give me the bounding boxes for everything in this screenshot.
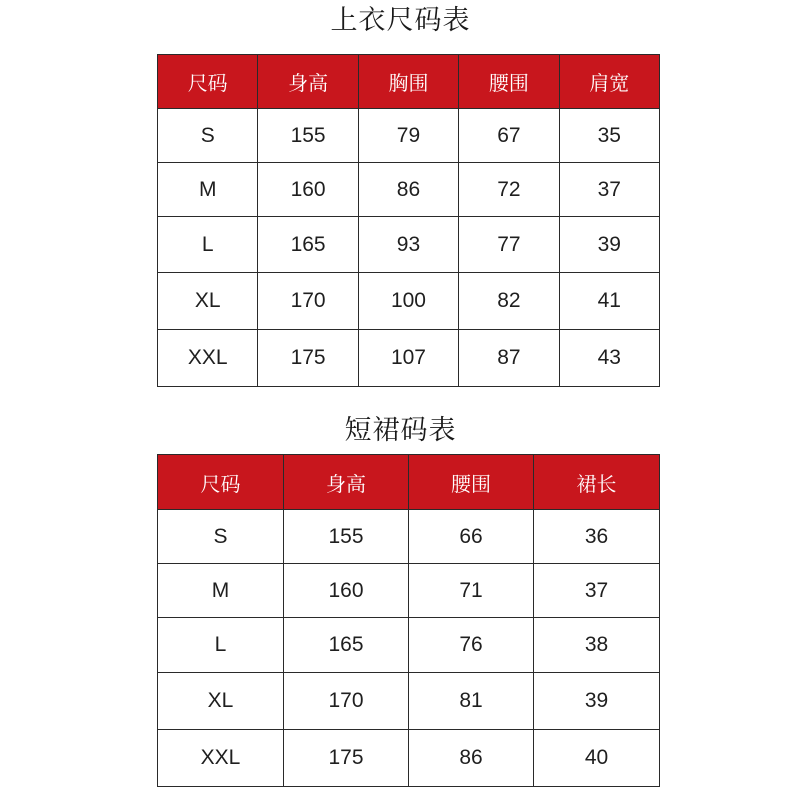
table-cell: XXL <box>158 330 258 387</box>
table-row <box>158 730 660 787</box>
table-cell: 175 <box>258 330 358 387</box>
table-cell: L <box>158 217 258 273</box>
table-header-row <box>158 55 660 109</box>
table-cell: 67 <box>459 109 559 163</box>
table-cell: L <box>158 618 284 673</box>
table-cell: 72 <box>459 163 559 217</box>
table-row <box>158 330 660 387</box>
table-cell: 39 <box>559 217 659 273</box>
table-cell: 175 <box>284 730 409 787</box>
header-skirt-length: 裙长 <box>534 455 660 510</box>
table-row <box>158 673 660 730</box>
table-cell: 155 <box>258 109 358 163</box>
table-cell: 93 <box>358 217 458 273</box>
table-cell: 43 <box>559 330 659 387</box>
table-row <box>158 217 660 273</box>
table-row <box>158 510 660 564</box>
header-height: 身高 <box>284 455 409 510</box>
table-cell: 76 <box>409 618 534 673</box>
header-waist: 腰围 <box>409 455 534 510</box>
table-cell: 160 <box>284 564 409 618</box>
header-shoulder: 肩宽 <box>559 55 659 109</box>
table-cell: 87 <box>459 330 559 387</box>
table-row <box>158 273 660 330</box>
table-cell: 39 <box>534 673 660 730</box>
table-cell: 86 <box>358 163 458 217</box>
header-size: 尺码 <box>158 55 258 109</box>
table-cell: 86 <box>409 730 534 787</box>
table-cell: 71 <box>409 564 534 618</box>
table-cell: XXL <box>158 730 284 787</box>
table-cell: 79 <box>358 109 458 163</box>
table-cell: 40 <box>534 730 660 787</box>
table-cell: 38 <box>534 618 660 673</box>
top-size-table <box>157 54 660 387</box>
table-cell: 41 <box>559 273 659 330</box>
table-cell: 170 <box>284 673 409 730</box>
table-cell: S <box>158 109 258 163</box>
table-cell: 165 <box>258 217 358 273</box>
table-cell: M <box>158 564 284 618</box>
table-cell: M <box>158 163 258 217</box>
table-cell: 100 <box>358 273 458 330</box>
table-cell: 170 <box>258 273 358 330</box>
skirt-size-chart-title: 短裙码表 <box>344 415 457 446</box>
table-row <box>158 564 660 618</box>
table-cell: 36 <box>534 510 660 564</box>
table-cell: 37 <box>559 163 659 217</box>
table-cell: 165 <box>284 618 409 673</box>
table-header-row <box>158 455 660 510</box>
header-height: 身高 <box>258 55 358 109</box>
table-row <box>158 109 660 163</box>
table-cell: 107 <box>358 330 458 387</box>
top-size-chart-title: 上衣尺码表 <box>330 5 471 36</box>
table-cell: XL <box>158 673 284 730</box>
table-cell: 82 <box>459 273 559 330</box>
header-size: 尺码 <box>158 455 284 510</box>
table-cell: XL <box>158 273 258 330</box>
table-cell: 77 <box>459 217 559 273</box>
table-cell: 37 <box>534 564 660 618</box>
table-row <box>158 618 660 673</box>
skirt-size-table <box>157 454 660 787</box>
table-row <box>158 163 660 217</box>
table-cell: 81 <box>409 673 534 730</box>
table-cell: 160 <box>258 163 358 217</box>
table-cell: 35 <box>559 109 659 163</box>
header-waist: 腰围 <box>459 55 559 109</box>
table-cell: 66 <box>409 510 534 564</box>
table-cell: 155 <box>284 510 409 564</box>
header-chest: 胸围 <box>358 55 458 109</box>
table-cell: S <box>158 510 284 564</box>
